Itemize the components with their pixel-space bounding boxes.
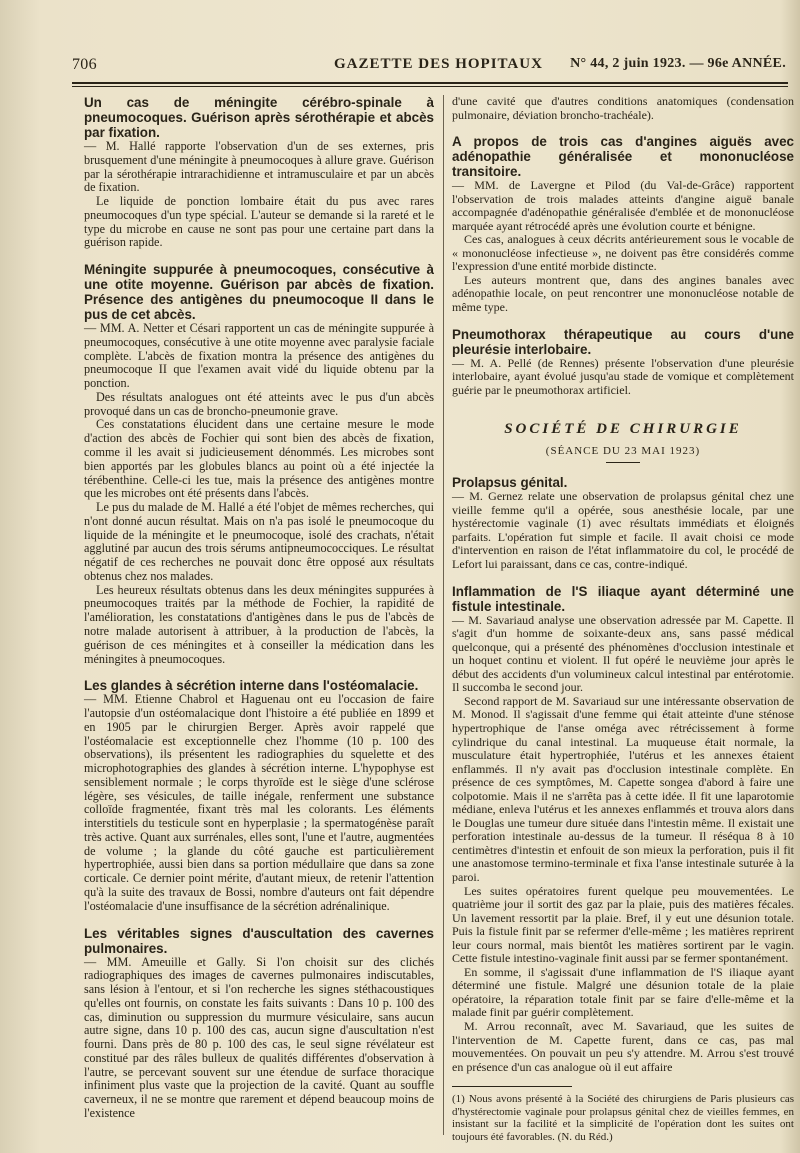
article-title: Les véritables signes d'auscultation des cavernes pulmonaires. [84, 925, 434, 956]
right-column [452, 95, 794, 1143]
section-title: SOCIÉTÉ DE CHIRURGIE [504, 421, 742, 438]
header-rule [72, 82, 788, 84]
article-meningite-cerebro-spinale [84, 95, 434, 250]
article-paragraph: M. Arrou reconnaît, avec M. Savariaud, que les suites de l'intervention de M. Capette furent, dans ce cas, pas mal mouvementées. On pouvait un peu s'y attendre. M. Arrou s'est trouvé en présence d'un cas analogue où il eut affaire [452, 1018, 794, 1074]
article-inflammation-s-iliaque [452, 584, 794, 1075]
article-prolapsus-genital [452, 475, 794, 571]
journal-title: GAZETTE DES HOPITAUX [334, 56, 543, 72]
article-paragraph: — MM. A. Netter et Césari rapportent un cas de méningite suppurée à pneumocoques, consécutive à une otite moyenne avec paralysie faciale complète. L'abcès de fixation montra la présence des antigènes du pneumocoque II que l'examen avait vidé du liquide obtenu par la ponction. [84, 321, 434, 391]
article-title: Les glandes à sécrétion interne dans l'ostéomalacie. [84, 678, 419, 694]
article-angines-aigues [452, 134, 794, 314]
article-paragraph: — MM. Etienne Chabrol et Haguenau ont eu l'occasion de faire l'autopsie d'un ostéomalacique dont l'histoire a été publiée en 1899 et en 1905 par le chirurgien Berger. Après avoir rappelé que l'ostéomalacie est exceptionnelle chez l'homme (10 p. 100 des observations), ils présentent les radiographies du squelette et des microphotographies des glandes à sécrétion interne. L'hypophyse est sensiblement normale ; le corps thyroïde est le siège d'une sclérose légère, ses vésicules, de taille inégale, renferment une substance colloïde fragmentée, fixant très mal les colorants. Les éléments interstitiels du testicule sont en hyperplasie ; la spermatogénèse paraît très active. Quant aux surrénales, elles sont, l'une et l'autre, augmentées de volume ; la glande du côté gauche est particulièrement hypertrophiée, aussi bien dans sa portion médullaire que dans sa zone corticale. Ce dernier point mérite, d'autant mieux, de retenir l'attention qu'à la suite des travaux de Bossi, nombre d'auteurs ont fait dépendre l'ostéomalacie d'une insuffisance de la sécrétion adrénalinique. [84, 692, 434, 913]
article-paragraph: En somme, il s'agissait d'une inflammation de l'S iliaque ayant déterminé une fistule. Malgré une désunion totale de la plaie opératoire, la réparation totale finit par se faire d'elle-même et la malade finit par guérir complètement. [452, 964, 794, 1020]
article-meningite-suppuree [84, 262, 434, 666]
article-title: Prolapsus génital. [452, 475, 568, 491]
article-title: Pneumothorax thérapeutique au cours d'une pleurésie interlobaire. [452, 326, 794, 357]
page-number: 706 [72, 56, 97, 73]
article-paragraph: Ces constatations élucident dans une certaine mesure le mode d'action des abcès de Fochier qui sont bien des abcès de fixation, comme il les avait si judicieusement dénommés. Les microbes sont bien apportés par les globules blancs au point où a été injectée la térébenthine. Celle-ci les tue, mais la présence des antigènes montre que les microbes ont été présents dans l'abcès. [84, 417, 434, 501]
article-paragraph: — MM. de Lavergne et Pilod (du Val-de-Grâce) rapportent l'observation de trois malades atteints d'angine aiguë banale accompagnée d'adénopathie généralisée d'emblée et de mononucléose marquée ayant rétrocédé après une évolution courte et bénigne. [452, 178, 794, 233]
article-paragraph: Les auteurs montrent que, dans des angines banales avec adénopathie locale, on peut rencontrer une mononucléose notable de même type. [452, 272, 794, 315]
article-paragraph: Le liquide de ponction lombaire était du pus avec rares pneumocoques d'un type spécial. L'auteur se demande si la rareté et le type du microbe en cause ne sont pas pour une certaine part dans la guérison rapide. [84, 194, 434, 250]
article-paragraph: Ces cas, analogues à ceux décrits antérieurement sous le vocable de « mononucléose infectieuse », ne doivent pas être considérés comme l'expression d'une entité morbide distincte. [452, 232, 794, 274]
footnote-rule [452, 1086, 572, 1087]
left-column [84, 95, 434, 1133]
article-paragraph: Second rapport de M. Savariaud sur une intéressante observation de M. Monod. Il s'agissait d'une femme qui était atteinte d'une sténose hypertrophique de l'anse oméga avec rétrécissement à forme cylindrique du canal intestinal. La muqueuse était normale, la musculature était hypertrophiée, l'utérus et les annexes étaient enflammés. Il n'y avait pas d'occlusion intestinale complète. En présence de ces symptômes, M. Capette songea d'abord à faire une colpotomie. Mais il ne s'arrêta pas à cette idée. Il fit une laparotomie médiane, enleva l'utérus et les annexes enflammés et trouva alors dans le Douglas une tumeur dure située dans l'intestin même. Il existait une perforation intestinale au-dessus de la tumeur. Il réséqua 8 à 10 centimètres d'intestin et enfouit de son mieux la perforation, puis il fit une anastomose termino-terminale et fixa l'anse intestinale suturée à la paroi. [452, 693, 794, 884]
footnote: (1) Nous avons présenté à la Société des chirurgiens de Paris plusieurs cas d'hystérectomie vaginale pour prolapsus génital chez de vieilles femmes, en insistant sur la facilité et la simplicité de l'opération dont les suites ont toujours été favorables. (N. du Réd.) [452, 1093, 794, 1143]
article-title: Un cas de méningite cérébro-spinale à pneumocoques. Guérison après sérothérapie et abcès par fixation. [84, 95, 434, 140]
article-paragraph: — M. A. Pellé (de Rennes) présente l'observation d'une pleurésie interlobaire, ayant évolué jusqu'au stade de vomique et complètement guérie par le pneumothorax artificiel. [452, 355, 794, 397]
article-paragraph: — MM. Ameuille et Gally. Si l'on choisit sur des clichés radiographiques des images de cavernes pulmonaires indiscutables, sans lésion à l'entour, et si l'on recherche les signes stéthacoustiques qu'elles ont fournis, on constate les faits suivants : Dans 10 p. 100 des cas, diminution ou suppression du murmure vésiculaire, sans aucun autre signe, dans 10 p. 100 des cas, aucun signe d'auscultation n'est fourni. Dans près de 80 p. 100 des cas, le seul signe révélateur est constitué par des râles bulleux de qualités différentes d'observation à l'autre, se percevant souvent sur une étendue de surface thoracique infiniment plus vaste que la projection de la cavité. Quant au souffle caverneux, il ne se montre que rarement et dépend beaucoup moins de l'existence [84, 954, 434, 1120]
article-title: Inflammation de l'S iliaque ayant déterminé une fistule intestinale. [452, 583, 794, 614]
column-divider [443, 95, 444, 1135]
header-rule-thin [72, 86, 788, 87]
article-paragraph: d'une cavité que d'autres conditions anatomiques (condensation pulmonaire, déviation broncho-trachéale). [452, 94, 794, 122]
article-paragraph: — M. Gernez relate une observation de prolapsus génital chez une vieille femme qu'il a opérée, sous anesthésie locale, par une hystérectomie vaginale (1) avec résultats immédiats et éloignés parfaits. L'opération fut simple et facile. Il avait choisi ce mode d'intervention en raison de l'état inflammatoire du col, le procédé de Lefort lui paraissant, dans ce cas, contre-indiqué. [452, 489, 794, 572]
article-paragraph: — M. Savariaud analyse une observation adressée par M. Capette. Il s'agit d'un homme de soixante-deux ans, sans passé médical quelconque, qui a présenté des phénomènes d'occlusion intestinale et un hoquet continu et violent. Il fut opéré le neuvième jour après le début des accidents d'un volumineux calcul intestinal par entérotomie. Il succomba le second jour. [452, 612, 794, 695]
page-header [72, 54, 786, 76]
article-paragraph: — M. Hallé rapporte l'observation d'un de ses externes, pris brusquement d'une méningite à pneumocoques à allure grave. Guérison par la sérothérapie intrarachidienne et intramusculaire et par un abcès de fixation. [84, 139, 434, 195]
article-glandes-osteomalacie [84, 678, 434, 913]
issue-info: N° 44, 2 juin 1923. — 96e ANNÉE. [570, 56, 786, 71]
article-paragraph: Les suites opératoires furent quelque peu mouvementées. Le quatrième jour il sortit des gaz par la plaie, puis des matières fécales. Un lavement ressortit par la plaie. Bref, il y eut une désunion totale. Puis la fistule finit par se refermer d'elle-même ; les matières reprirent leur cours normal, mais bientôt les matières sortirent par le vagin. Cette fistule intestino-vaginale finit aussi par se fermer spontanément. [452, 883, 794, 966]
article-signes-auscultation [84, 926, 434, 1121]
article-paragraph: Les heureux résultats obtenus dans les deux méningites suppurées à pneumocoques traités par la méthode de Fochier, la rapidité de l'amélioration, les constatations d'antigènes dans le pus de l'abcès de notre malade autorisent à attribuer, à la production de l'abcès, la guérison de ces méningites et à conseiller la médication dans les méningites à pneumocoques. [84, 582, 434, 666]
article-continuation [452, 95, 794, 122]
article-pneumothorax [452, 327, 794, 398]
article-paragraph: Des résultats analogues ont été atteints avec le pus d'un abcès provoqué dans un cas de broncho-pneumonie grave. [84, 389, 434, 418]
article-title: A propos de trois cas d'angines aiguës avec adénopathie généralisée et mononucléose transitoire. [452, 134, 794, 180]
section-rule [606, 462, 640, 463]
article-paragraph: Le pus du malade de M. Hallé a été l'objet de mêmes recherches, qui n'ont donné aucun résultat. Mais on n'a pas isolé le pneumocoque du liquide de la méningite et le pneumocoque, isolé des crachats, n'était agglutiné par aucun des trois sérums antipneumococciques. Le résultat négatif de ces recherches ne pouvait donc être opposé aux résultats obtenus chez nos malades. [84, 500, 434, 583]
article-title: Méningite suppurée à pneumocoques, consécutive à une otite moyenne. Guérison par abcès de fixation. Présence des antigènes du pneumocoque II dans le pus de cet abcès. [84, 262, 434, 323]
section-subtitle: (SÉANCE DU 23 MAI 1923) [545, 444, 701, 457]
